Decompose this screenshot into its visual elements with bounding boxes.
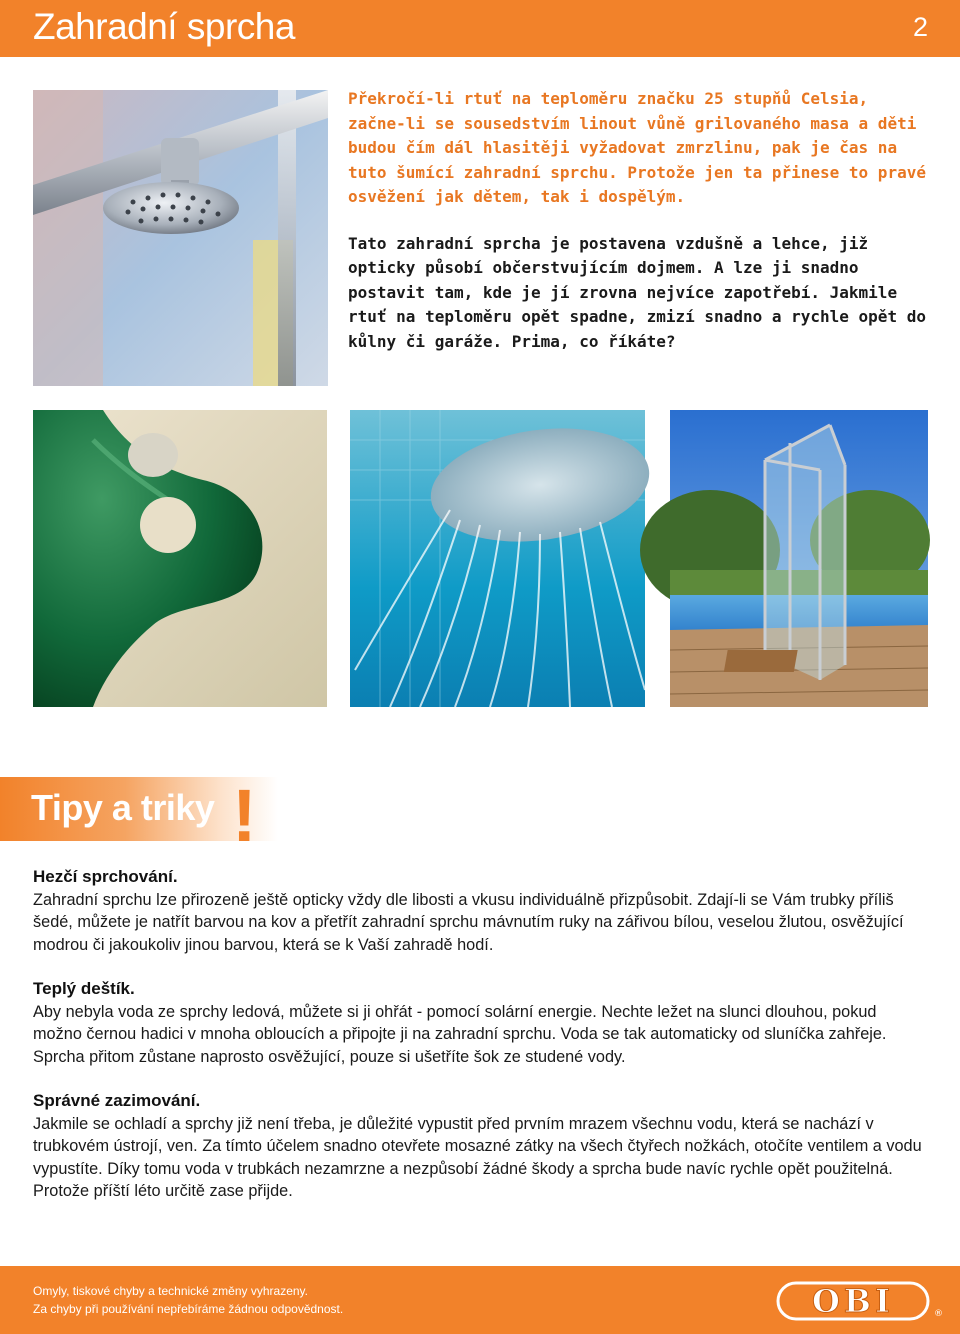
tip-heading: Správné zazimování. bbox=[33, 1091, 201, 1110]
garden-shower-poolside-photo bbox=[670, 410, 928, 707]
tip-text: Jakmile se ochladí a sprchy již není třeba, je důležité vypustit před prvním mrazem všechnu vodu, která se nachází v trubkovém ústrojí, ven. Za tímto účelem snadno otevřete mosazné zátky na všech čtyřech nožkách, otočíte ventilem a vodu vypustíte. Díky tomu voda v trubkách nezamrzne a nezpůsobí žádné škody a sprcha bude navíc rychle opět použitelná. Protože příští léto určitě zase přijde. bbox=[33, 1114, 922, 1200]
page-header bbox=[0, 0, 960, 57]
registered-mark: ® bbox=[934, 1309, 943, 1319]
tips-banner-label: Tipy a triky bbox=[31, 787, 215, 828]
intro-text bbox=[348, 87, 934, 376]
intro-paragraph-2: Tato zahradní sprcha je postavena vzdušně a lehce, již opticky působí občerstvujícím dojmem. A lze ji snadno postavit tam, kde je jí zrovna nejvíce zapotřebí. Jakmile rtuť na teploměru opět spadne, zmizí snadno a rychle opět do kůlny či garáže. Prima, co říkáte? bbox=[348, 233, 926, 351]
disclaimer-line-1: Omyly, tiskové chyby a technické změny vyhrazeny. bbox=[33, 1284, 308, 1298]
tip-heading: Teplý deštík. bbox=[33, 979, 135, 998]
tip-text: Aby nebyla voda ze sprchy ledová, můžete si ji ohřát - pomocí solární energie. Nechte ležet na slunci dlouhou, pokud možno černou hadici v mnoha obloucích a připojte ji na zahradní sprchu. Voda se tak automaticky od sluníčka zahřeje. Sprcha přitom zůstane naprosto osvěžující, pouze si ušetříte šok ze studené vody. bbox=[33, 1002, 887, 1066]
intro-paragraph-1: Překročí-li rtuť na teploměru značku 25 stupňů Celsia, začne-li se sousedstvím linout vůně grilovaného masa a děti budou čím dál hlasitěji vyžadovat zmrzlinu, pak je čas na tuto šumící zahradní sprchu. Protože jen ta přinese to pravé osvěžení jak dětem, tak i dospělým. bbox=[348, 89, 926, 206]
page-number: 2 bbox=[912, 12, 928, 42]
page-title: Zahradní sprcha bbox=[33, 6, 295, 47]
page-footer bbox=[0, 1266, 960, 1334]
obi-logo bbox=[776, 1280, 942, 1322]
water-spray-photo bbox=[350, 410, 645, 707]
tips-section bbox=[33, 866, 929, 1225]
obi-logo-text: OBI bbox=[812, 1282, 894, 1320]
tips-banner bbox=[0, 774, 278, 857]
disclaimer-line-2: Za chyby při používání nepřebíráme žádnou odpovědnost. bbox=[33, 1302, 344, 1316]
tip-text: Zahradní sprchu lze přirozeně ještě opticky vždy dle libosti a vkusu individuálně přizpůsobit. Zdají-li se Vám trubky příliš šedé, můžete je natřít barvou na kov a přetřít zahradní sprchu mávnutím ruky na zářivou bílou, veselou žlutou, osvěžující modrou či jakoukoliv jinou barvou, která se k Vaší zahradě hodí. bbox=[33, 890, 904, 954]
tip-heading: Hezčí sprchování. bbox=[33, 867, 178, 886]
disclaimer bbox=[33, 1282, 343, 1318]
exclamation-icon: ! bbox=[232, 774, 257, 857]
shower-head-photo bbox=[33, 90, 328, 386]
green-valve-photo bbox=[33, 410, 327, 707]
